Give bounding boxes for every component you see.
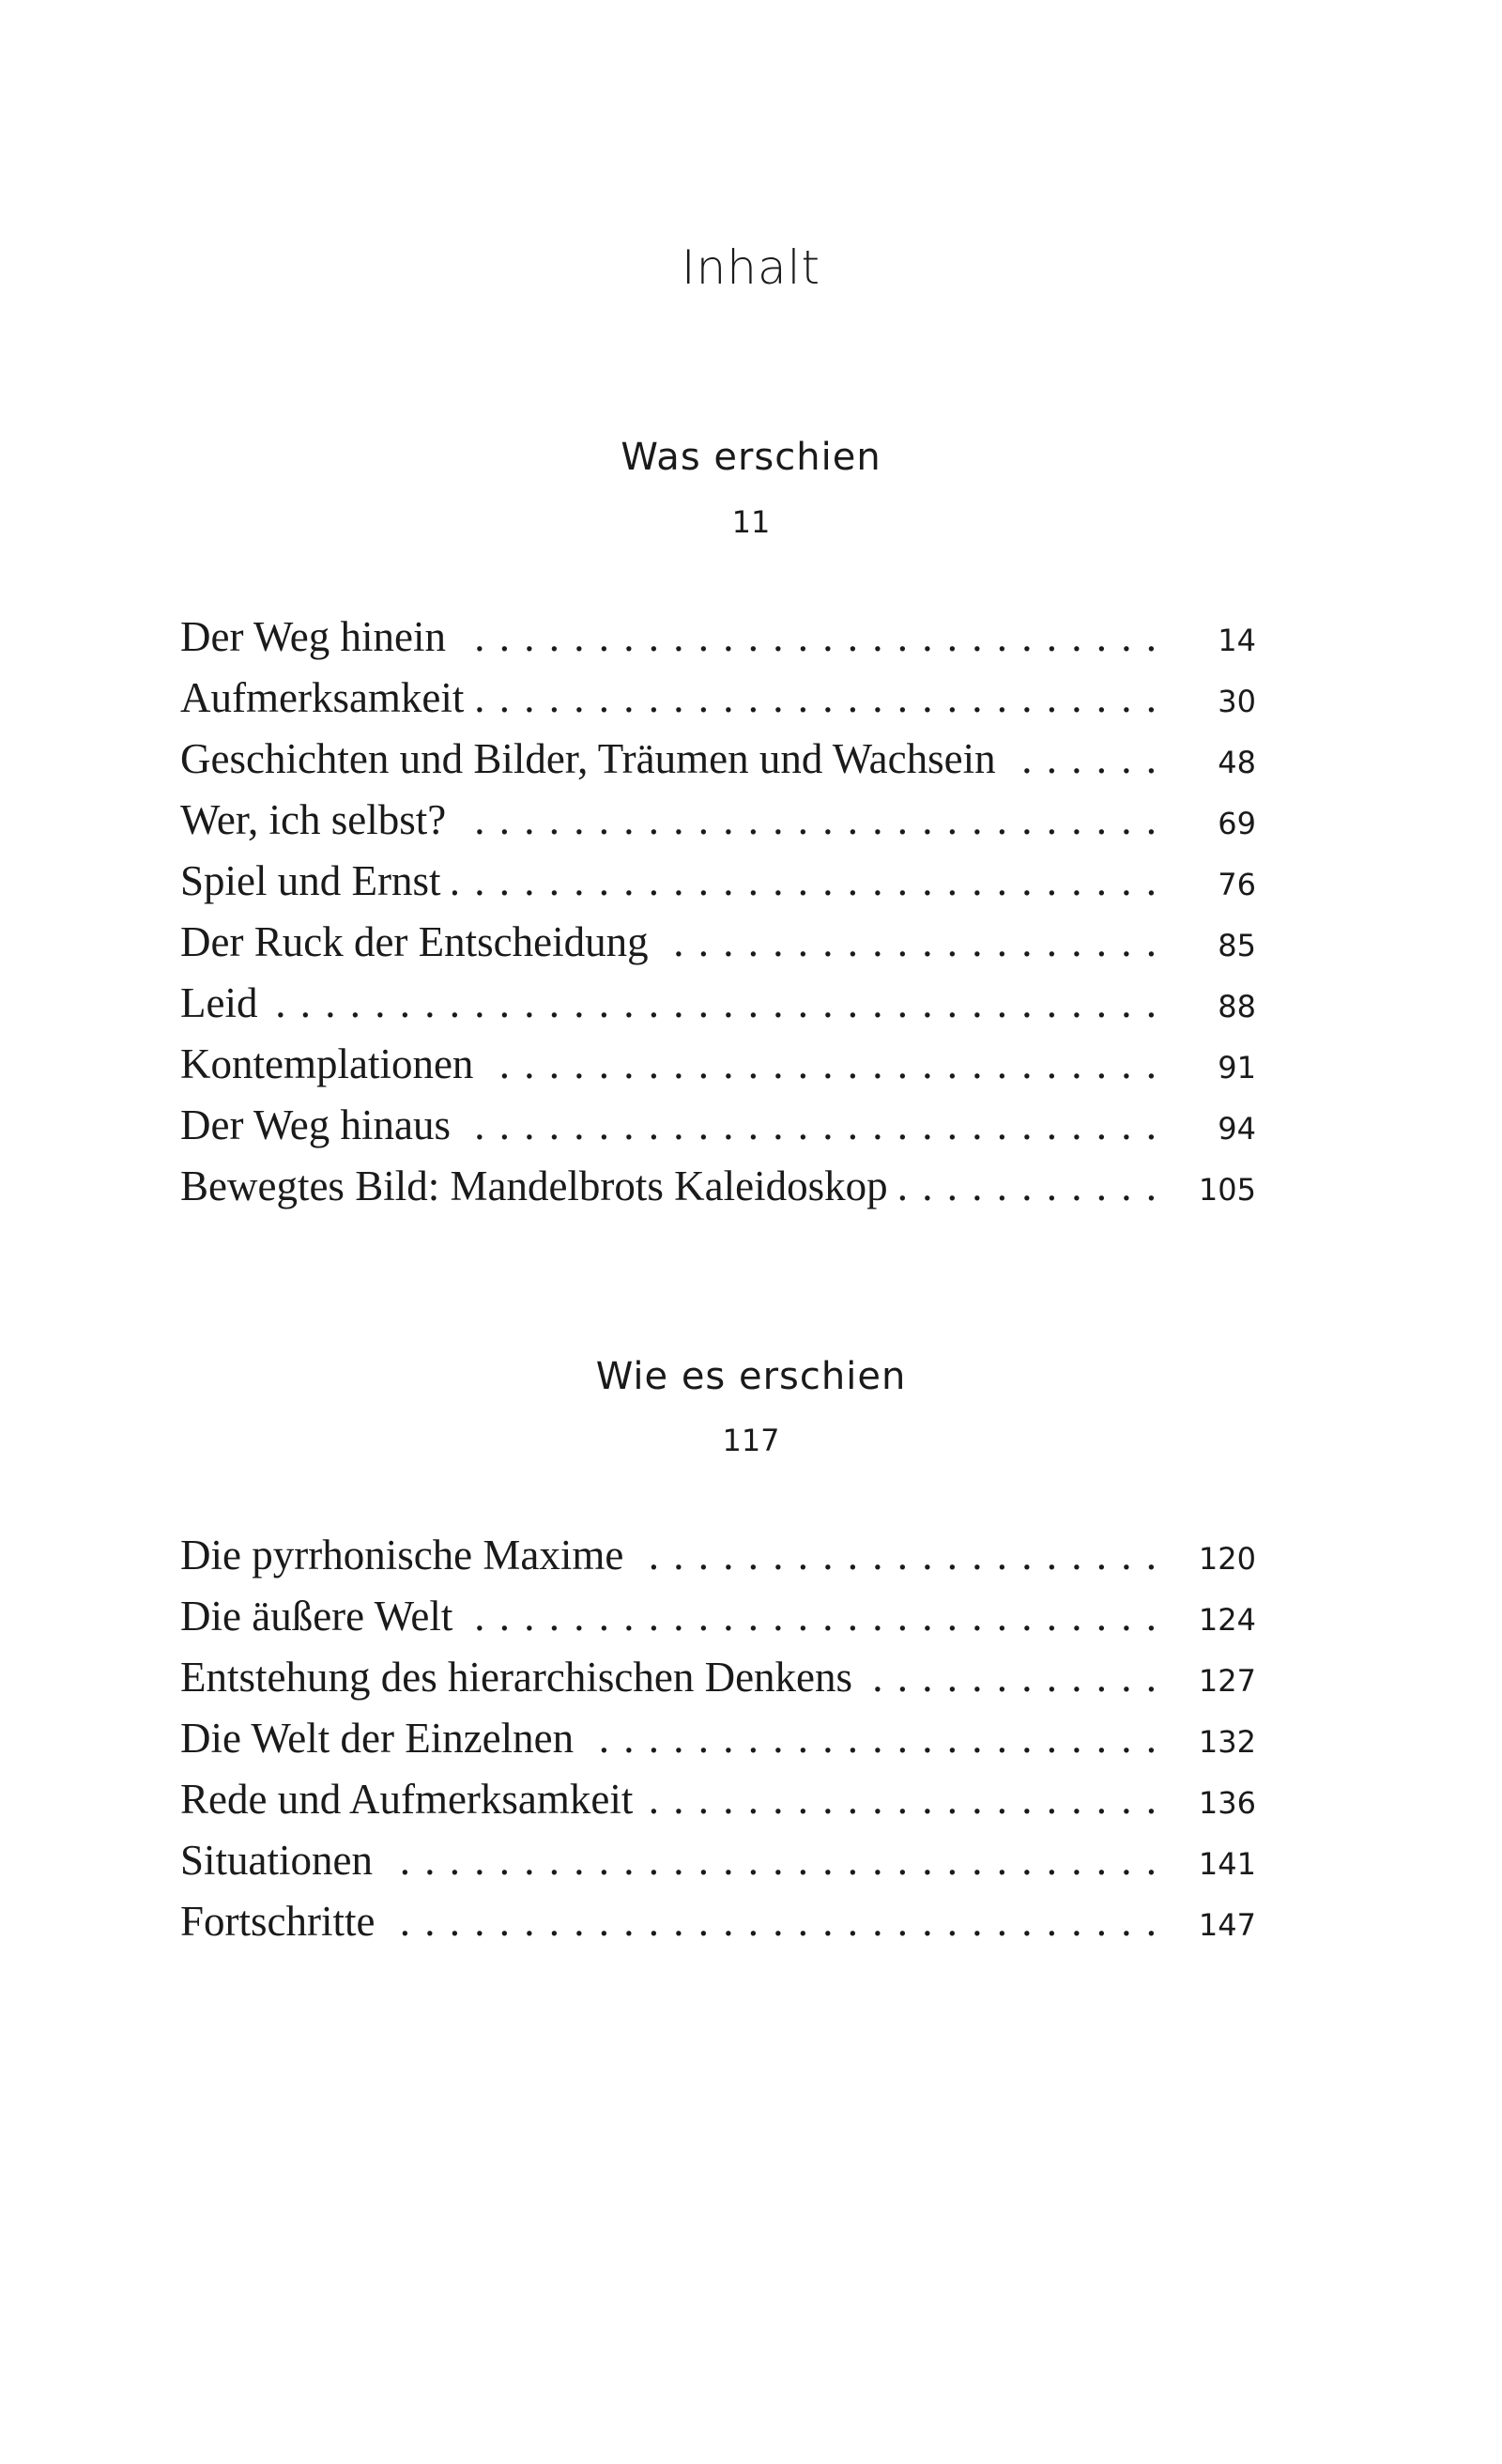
toc-list-1 [180,612,1256,1223]
leader-dots [635,1531,1158,1579]
toc-entry[interactable] [180,856,1256,917]
leader-dots [585,1714,1158,1763]
toc-entry[interactable] [180,734,1256,795]
toc-entry[interactable] [180,1714,1256,1775]
leader-dots [462,1101,1158,1149]
toc-entry-page: 48 [1218,745,1256,780]
toc-entry-label: Spiel und Ernst [180,856,452,905]
toc-entry-page: 88 [1218,989,1256,1024]
toc-entry[interactable] [180,1836,1256,1897]
leader-dots [899,1162,1158,1210]
toc-entry[interactable] [180,917,1256,978]
toc-entry-page: 30 [1218,684,1256,719]
toc-entry-label: Die pyrrhonische Maxime [180,1531,635,1579]
toc-entry-label: Leid [180,978,268,1027]
toc-entry[interactable] [180,612,1256,673]
toc-entry-page: 141 [1198,1846,1256,1882]
leader-dots [268,978,1158,1027]
toc-entry-page: 147 [1198,1907,1256,1943]
toc-entry-label: Situationen [180,1836,384,1885]
toc-entry-label: Die äußere Welt [180,1592,464,1640]
toc-entry-page: 120 [1198,1541,1256,1577]
toc-entry-label: Kontemplationen [180,1040,484,1088]
leader-dots [660,917,1158,966]
toc-entry[interactable] [180,1101,1256,1162]
toc-entry-label: Der Weg hinaus [180,1101,462,1149]
toc-entry-label: Die Welt der Einzelnen [180,1714,585,1763]
toc-entry-page: 105 [1198,1172,1256,1208]
toc-entry-label: Entstehung des hierarchischen Denkens [180,1653,864,1702]
leader-dots [384,1836,1158,1885]
leader-dots [386,1897,1158,1946]
toc-entry-label: Rede und Aufmerksamkeit [180,1775,644,1824]
section-page-2: 117 [722,1423,780,1458]
toc-entry-page: 132 [1198,1724,1256,1760]
toc-entry-label: Fortschritte [180,1897,386,1946]
toc-entry-label: Der Ruck der Entscheidung [180,917,660,966]
toc-entry-page: 85 [1218,928,1256,963]
toc-entry-page: 94 [1218,1111,1256,1147]
toc-entry-label: Der Weg hinein [180,612,457,661]
leader-dots [644,1775,1158,1824]
toc-entry[interactable] [180,1775,1256,1836]
toc-entry-label: Wer, ich selbst? [180,795,457,844]
leader-dots [475,673,1158,722]
section-page-1: 11 [731,504,771,540]
toc-entry[interactable] [180,1592,1256,1653]
toc-entry-page: 69 [1218,806,1256,841]
leader-dots [452,856,1159,905]
toc-entry[interactable] [180,1162,1256,1223]
leader-dots [484,1040,1158,1088]
toc-entry[interactable] [180,1653,1256,1714]
toc-entry-page: 91 [1218,1050,1256,1086]
toc-entry[interactable] [180,1897,1256,1958]
section-title-1: Was erschien [621,436,881,479]
toc-list-2 [180,1531,1256,1958]
toc-entry[interactable] [180,1040,1256,1101]
leader-dots [864,1653,1158,1702]
toc-entry-label: Aufmerksamkeit [180,673,475,722]
toc-entry-page: 127 [1198,1663,1256,1699]
toc-entry-page: 14 [1218,623,1256,658]
leader-dots [464,1592,1158,1640]
toc-entry-label: Geschichten und Bilder, Träumen und Wachsein [180,734,1007,783]
toc-entry[interactable] [180,1531,1256,1592]
toc-entry-page: 124 [1198,1602,1256,1638]
page-title: Inhalt [681,240,821,295]
leader-dots [1007,734,1158,783]
toc-entry[interactable] [180,978,1256,1040]
leader-dots [457,612,1158,661]
toc-entry[interactable] [180,795,1256,856]
toc-entry-page: 136 [1198,1785,1256,1821]
toc-entry[interactable] [180,673,1256,734]
toc-entry-label: Bewegtes Bild: Mandelbrots Kaleidoskop [180,1162,899,1210]
toc-entry-page: 76 [1218,867,1256,902]
section-title-2: Wie es erschien [595,1355,907,1398]
leader-dots [457,795,1158,844]
